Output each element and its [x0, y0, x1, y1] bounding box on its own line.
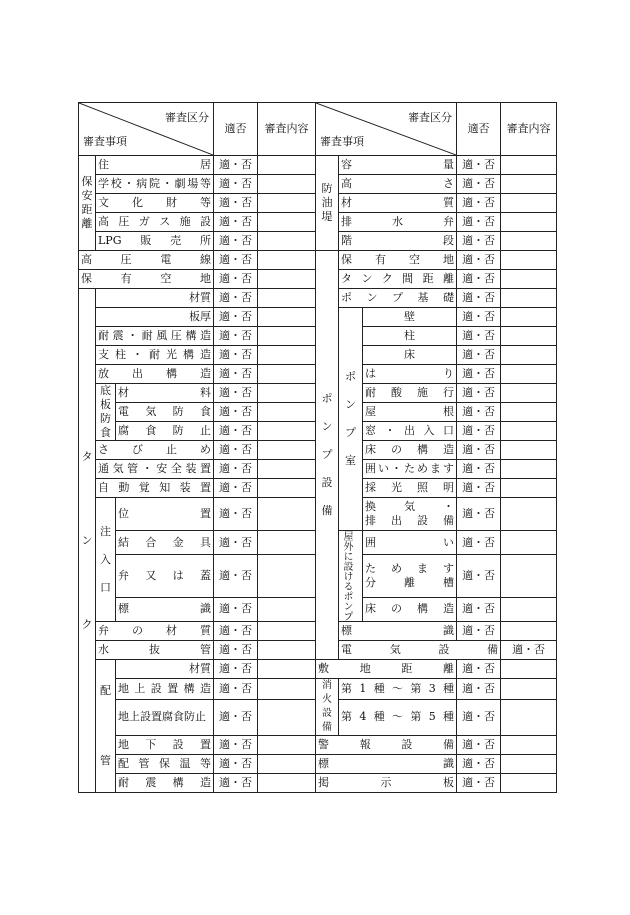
content-cell[interactable] [501, 479, 557, 498]
item-coupling: 結合金具 [116, 531, 214, 555]
item-inlet-position: 位置 [116, 498, 214, 531]
result-choice[interactable]: 適・否 [457, 270, 501, 289]
result-choice[interactable]: 適・否 [457, 194, 501, 213]
item-ventilation: 換気・ 排出設備 [363, 498, 457, 531]
result-choice[interactable]: 適・否 [457, 660, 501, 679]
result-choice[interactable]: 適・否 [214, 327, 258, 346]
left-header-diagonal [79, 103, 214, 156]
item-tank-distance: タンク間距離 [339, 270, 457, 289]
pump-equipment-group: ポ ン プ 設 備 [316, 251, 339, 660]
result-choice[interactable]: 適・否 [457, 774, 501, 793]
result-choice[interactable]: 適・否 [457, 531, 501, 555]
content-cell[interactable] [501, 175, 557, 194]
item-vent-safety: 通気管・安全装置 [96, 460, 214, 479]
result-choice[interactable]: 適・否 [457, 251, 501, 270]
content-cell[interactable] [501, 660, 557, 679]
result-choice[interactable]: 適・否 [214, 156, 258, 175]
result-choice[interactable]: 適・否 [214, 213, 258, 232]
result-choice[interactable]: 適・否 [501, 641, 557, 660]
content-cell[interactable] [258, 384, 316, 403]
content-cell[interactable] [501, 346, 557, 365]
item-plate-thickness: 板厚 [96, 308, 214, 327]
result-choice[interactable]: 適・否 [214, 531, 258, 555]
content-cell[interactable] [501, 679, 557, 700]
content-cell[interactable] [258, 597, 316, 621]
content-cell[interactable] [501, 213, 557, 232]
content-cell[interactable] [258, 327, 316, 346]
content-cell[interactable] [258, 422, 316, 441]
matter-label: 審査事項 [320, 135, 365, 148]
item-release-structure: 放出構造 [96, 365, 214, 384]
piping-group: 配 管 [96, 660, 116, 793]
result-choice[interactable]: 適・否 [214, 660, 258, 679]
item-rust-prevention: さび止め [96, 441, 214, 460]
content-cell[interactable] [258, 555, 316, 597]
item-open-space: 保有空地 [79, 270, 214, 289]
item-height: 高さ [339, 175, 457, 194]
item-corrosion-prevention: 腐食防止 [116, 422, 214, 441]
inlet-group: 注 入 口 [96, 498, 116, 622]
item-outdoor-floor: 床の構造 [363, 597, 457, 621]
content-cell[interactable] [501, 555, 557, 597]
item-school-hospital: 学校・病院・劇場等 [96, 175, 214, 194]
result-choice[interactable]: 適・否 [457, 622, 501, 641]
content-cell[interactable] [258, 660, 316, 679]
item-floor: 床 [363, 346, 457, 365]
result-choice[interactable]: 適・否 [457, 156, 501, 175]
content-cell[interactable] [258, 365, 316, 384]
item-drain-pipe: 水抜管 [96, 641, 214, 660]
item-pipe-insulation: 配管保温等 [116, 755, 214, 774]
result-choice[interactable]: 適・否 [457, 699, 501, 735]
content-cell[interactable] [501, 251, 557, 270]
dike-group: 防 油 堤 [316, 156, 339, 251]
pump-room-group: ポ ン プ 室 [339, 308, 363, 531]
bottom-anticorrosion-group: 底 板 防 食 [96, 384, 116, 441]
right-result-header: 適否 [457, 103, 501, 156]
item-above-ground: 地上設置構造 [116, 679, 214, 700]
content-cell[interactable] [258, 403, 316, 422]
result-choice[interactable]: 適・否 [214, 774, 258, 793]
outdoor-pump-group: 屋外に設けるポンプ [339, 531, 363, 622]
content-cell[interactable] [501, 755, 557, 774]
classification-label: 審査区分 [165, 111, 210, 124]
item-underground: 地下設置 [116, 736, 214, 755]
content-cell[interactable] [258, 270, 316, 289]
result-choice[interactable]: 適・否 [214, 346, 258, 365]
result-choice[interactable]: 適・否 [214, 679, 258, 700]
item-window-door: 窓・出入口 [363, 422, 457, 441]
item-site-distance: 敷地距離 [316, 660, 457, 679]
item-enclosure-basin: 囲い・ためます [363, 460, 457, 479]
content-cell[interactable] [258, 679, 316, 700]
item-alarm: 警報設備 [316, 736, 457, 755]
result-choice[interactable]: 適・否 [214, 270, 258, 289]
result-choice[interactable]: 適・否 [214, 597, 258, 621]
item-cathodic-protection: 電気防食 [116, 403, 214, 422]
content-cell[interactable] [501, 365, 557, 384]
item-electrical: 電気設備 [339, 641, 501, 660]
content-cell[interactable] [501, 194, 557, 213]
content-cell[interactable] [258, 194, 316, 213]
result-choice[interactable]: 適・否 [457, 289, 501, 308]
result-choice[interactable]: 適・否 [214, 755, 258, 774]
item-high-pressure-gas: 高圧ガス施設 [96, 213, 214, 232]
item-auto-detection: 自動覚知装置 [96, 479, 214, 498]
content-cell[interactable] [501, 403, 557, 422]
content-cell[interactable] [501, 327, 557, 346]
result-choice[interactable]: 適・否 [457, 384, 501, 403]
content-cell[interactable] [258, 460, 316, 479]
content-cell[interactable] [501, 156, 557, 175]
review-checklist-table [78, 102, 557, 793]
content-cell[interactable] [258, 308, 316, 327]
item-pump-sign: 標識 [339, 622, 457, 641]
item-support-fire: 支柱・耐光構造 [96, 346, 214, 365]
result-choice[interactable]: 適・否 [214, 622, 258, 641]
content-cell[interactable] [258, 251, 316, 270]
result-choice[interactable]: 適・否 [214, 555, 258, 597]
result-choice[interactable]: 適・否 [457, 175, 501, 194]
item-pump-open-space: 保有空地 [339, 251, 457, 270]
item-pillar: 柱 [363, 327, 457, 346]
result-choice[interactable]: 適・否 [457, 346, 501, 365]
item-valve-lid: 弁又は蓋 [116, 555, 214, 597]
content-cell[interactable] [501, 384, 557, 403]
item-seismic-wind: 耐震・耐風圧構造 [96, 327, 214, 346]
result-choice[interactable]: 適・否 [457, 679, 501, 700]
content-cell[interactable] [258, 755, 316, 774]
content-cell[interactable] [501, 736, 557, 755]
item-material: 材質 [339, 194, 457, 213]
result-choice[interactable]: 適・否 [214, 384, 258, 403]
result-choice[interactable]: 適・否 [214, 251, 258, 270]
item-separator: ためます 分離槽 [363, 555, 457, 597]
result-choice[interactable]: 適・否 [214, 441, 258, 460]
result-choice[interactable]: 適・否 [214, 194, 258, 213]
item-stairs: 階段 [339, 232, 457, 251]
fire-equipment-group: 消 火 設 備 [316, 679, 339, 736]
item-wall: 壁 [363, 308, 457, 327]
result-choice[interactable]: 適・否 [214, 365, 258, 384]
item-class-4-5: 第4種～第5種 [339, 699, 457, 735]
left-result-header: 適否 [214, 103, 258, 156]
result-choice[interactable]: 適・否 [214, 641, 258, 660]
result-choice[interactable]: 適・否 [214, 403, 258, 422]
result-choice[interactable]: 適・否 [457, 460, 501, 479]
result-choice[interactable]: 適・否 [457, 232, 501, 251]
result-choice[interactable]: 適・否 [214, 422, 258, 441]
result-choice[interactable]: 適・否 [457, 498, 501, 531]
matter-label: 審査事項 [83, 135, 127, 148]
content-cell[interactable] [258, 641, 316, 660]
content-cell[interactable] [258, 699, 316, 735]
item-lpg-dealer: LPG販売所 [96, 232, 214, 251]
result-choice[interactable]: 適・否 [214, 498, 258, 531]
content-cell[interactable] [501, 441, 557, 460]
content-cell[interactable] [258, 441, 316, 460]
item-class-1-3: 第1種～第3種 [339, 679, 457, 700]
result-choice[interactable]: 適・否 [457, 736, 501, 755]
content-cell[interactable] [501, 498, 557, 531]
right-header-diagonal [316, 103, 457, 156]
content-cell[interactable] [501, 699, 557, 735]
tank-group: タ ン ク [79, 289, 96, 793]
item-inlet-sign: 標識 [116, 597, 214, 621]
content-cell[interactable] [258, 289, 316, 308]
content-cell[interactable] [258, 175, 316, 194]
content-cell[interactable] [501, 460, 557, 479]
content-cell[interactable] [501, 531, 557, 555]
item-drain-valve: 排水弁 [339, 213, 457, 232]
item-cultural-property: 文化財等 [96, 194, 214, 213]
result-choice[interactable]: 適・否 [214, 460, 258, 479]
result-choice[interactable]: 適・否 [457, 403, 501, 422]
result-choice[interactable]: 適・否 [457, 213, 501, 232]
item-notice-board: 掲示板 [316, 774, 457, 793]
item-enclosure: 囲い [363, 531, 457, 555]
item-residence: 住居 [96, 156, 214, 175]
content-cell[interactable] [501, 270, 557, 289]
result-choice[interactable]: 適・否 [457, 479, 501, 498]
result-choice[interactable]: 適・否 [214, 479, 258, 498]
content-cell[interactable] [258, 774, 316, 793]
result-choice[interactable]: 適・否 [214, 289, 258, 308]
content-cell[interactable] [258, 213, 316, 232]
content-cell[interactable] [258, 531, 316, 555]
result-choice[interactable]: 適・否 [214, 175, 258, 194]
result-choice[interactable]: 適・否 [457, 327, 501, 346]
content-cell[interactable] [258, 498, 316, 531]
content-cell[interactable] [501, 289, 557, 308]
result-choice[interactable]: 適・否 [457, 308, 501, 327]
item-capacity: 容量 [339, 156, 457, 175]
content-cell[interactable] [501, 774, 557, 793]
item-acid-proof: 耐酸施行 [363, 384, 457, 403]
content-cell[interactable] [258, 736, 316, 755]
item-pipe-seismic: 耐震構造 [116, 774, 214, 793]
safety-distance-group: 保 安 距 離 [79, 156, 96, 251]
content-cell[interactable] [501, 622, 557, 641]
content-cell[interactable] [258, 156, 316, 175]
content-cell[interactable] [501, 422, 557, 441]
item-pump-foundation: ポンプ基礎 [339, 289, 457, 308]
content-cell[interactable] [501, 308, 557, 327]
content-cell[interactable] [501, 232, 557, 251]
result-choice[interactable]: 適・否 [457, 597, 501, 621]
result-choice[interactable]: 適・否 [457, 555, 501, 597]
item-lighting: 採光照明 [363, 479, 457, 498]
result-choice[interactable]: 適・否 [457, 422, 501, 441]
item-valve-material: 弁の材質 [96, 622, 214, 641]
content-cell[interactable] [258, 622, 316, 641]
item-roof: 屋根 [363, 403, 457, 422]
content-cell[interactable] [501, 597, 557, 621]
item-tank-material: 材質 [96, 289, 214, 308]
right-content-header: 審査内容 [501, 103, 557, 156]
result-choice[interactable]: 適・否 [214, 736, 258, 755]
result-choice[interactable]: 適・否 [457, 441, 501, 460]
result-choice[interactable]: 適・否 [214, 308, 258, 327]
left-content-header: 審査内容 [258, 103, 316, 156]
item-high-voltage-line: 高圧電線 [79, 251, 214, 270]
result-choice[interactable]: 適・否 [457, 755, 501, 774]
item-floor-structure: 床の構造 [363, 441, 457, 460]
item-pipe-material: 材質 [116, 660, 214, 679]
content-cell[interactable] [258, 479, 316, 498]
result-choice[interactable]: 適・否 [457, 365, 501, 384]
content-cell[interactable] [258, 346, 316, 365]
item-above-ground-corrosion: 地上設置腐食防止 [116, 699, 214, 735]
result-choice[interactable]: 適・否 [214, 232, 258, 251]
item-beam: はり [363, 365, 457, 384]
classification-label: 審査区分 [408, 111, 453, 124]
content-cell[interactable] [258, 232, 316, 251]
result-choice[interactable]: 適・否 [214, 699, 258, 735]
item-sign: 標識 [316, 755, 457, 774]
item-bottom-material: 材料 [116, 384, 214, 403]
